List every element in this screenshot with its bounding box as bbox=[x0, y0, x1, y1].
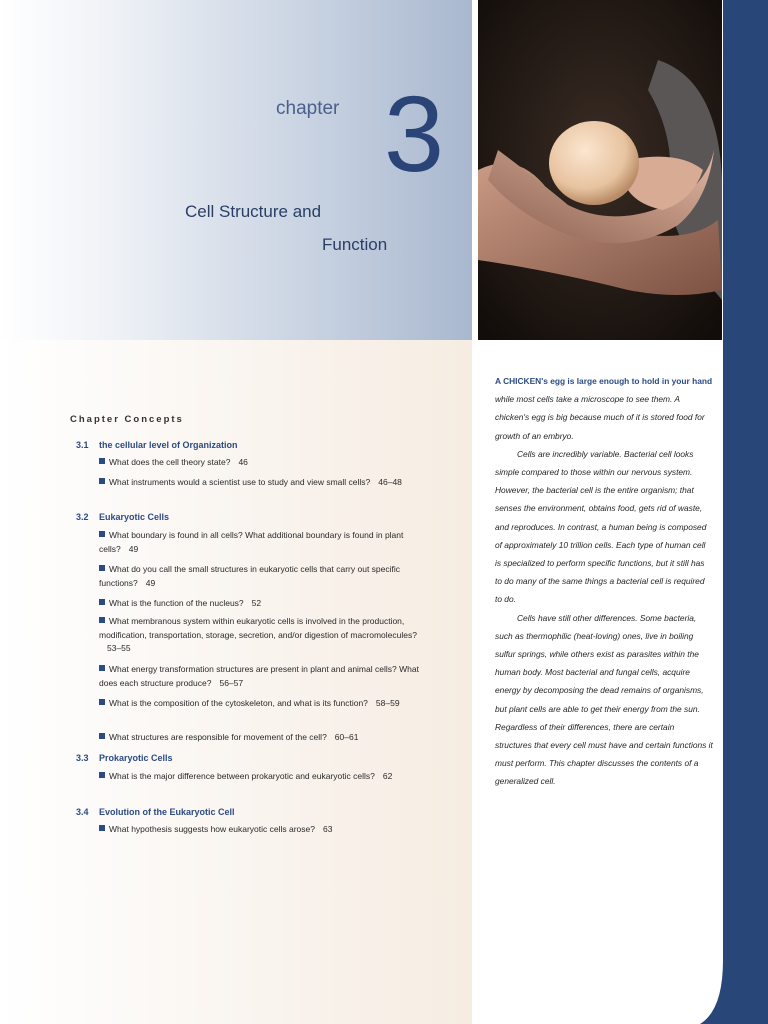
hands-holding-egg-photo bbox=[478, 0, 722, 340]
concept-question: What is the composition of the cytoskeleton, and what is its function? 58–59 bbox=[99, 697, 419, 711]
page-ref: 49 bbox=[128, 543, 139, 554]
section-title: the cellular level of Organization bbox=[99, 440, 238, 450]
page-ref: 46 bbox=[238, 457, 248, 467]
bullet-square-icon bbox=[99, 772, 105, 778]
section-3-2[interactable] bbox=[76, 512, 169, 522]
page-ref: 63 bbox=[323, 824, 333, 834]
page-ref: 62 bbox=[382, 771, 393, 781]
concept-question: What structures are responsible for movement of the cell? 60–61 bbox=[99, 731, 419, 745]
section-3-1[interactable] bbox=[76, 440, 238, 450]
sidebar-lead: A CHICKEN's egg is large enough to hold in your hand bbox=[495, 376, 713, 386]
right-blue-stripe bbox=[723, 0, 768, 1024]
bullet-square-icon bbox=[99, 699, 105, 705]
concept-question: What do you call the small structures in eukaryotic cells that carry out specific functions? 49 bbox=[99, 564, 401, 588]
bullet-square-icon bbox=[99, 599, 105, 605]
section-number: 3.1 bbox=[76, 440, 89, 450]
section-number: 3.4 bbox=[76, 807, 89, 817]
page-ref: 52 bbox=[251, 598, 262, 608]
page-corner-curve bbox=[700, 900, 768, 1024]
bullet-square-icon bbox=[99, 733, 105, 739]
page-ref: 53–55 bbox=[107, 643, 131, 653]
section-number: 3.3 bbox=[76, 753, 89, 763]
page-ref: 58–59 bbox=[375, 698, 400, 708]
concept-question: What boundary is found in all cells? What additional boundary is found in plant cells? 49 bbox=[99, 530, 404, 554]
concept-question: What energy transformation structures are present in plant and animal cells? What does each structure produce? 56–57 bbox=[99, 664, 419, 688]
concept-question: What is the function of the nucleus? 52 bbox=[99, 597, 419, 611]
page-ref: 60–61 bbox=[334, 732, 359, 742]
bullet-square-icon bbox=[99, 665, 105, 671]
sidebar-para3: Cells have still other differences. Some bacteria, such as thermophilic (heat-loving) ones, live in boiling sulfur springs, while others exist as parasites within the human body. Most bacterial and fungal cells, acquire energy by decomposing the dead remains of organisms, but plant cells are able to get their energy from the sun. Regardless of their differences, there are certain structures that every cell must have and certain functions it must perform. This chapter discusses the contents of a generalized cell. bbox=[495, 612, 713, 787]
section-title: Evolution of the Eukaryotic Cell bbox=[99, 807, 235, 817]
bullet-square-icon bbox=[99, 565, 105, 571]
page-ref: 46–48 bbox=[378, 477, 402, 487]
bullet-square-icon bbox=[99, 458, 105, 464]
bullet-square-icon bbox=[99, 825, 105, 831]
chapter-number: 3 bbox=[384, 73, 445, 194]
chapter-title-line2: Function bbox=[322, 235, 388, 254]
concept-question: What is the major difference between prokaryotic and eukaryotic cells? 62 bbox=[99, 770, 419, 784]
section-title: Prokaryotic Cells bbox=[99, 753, 173, 763]
sidebar-para1: while most cells take a microscope to see them. A chicken's egg is big because much of it is stored food for growth of an embryo. bbox=[495, 394, 705, 441]
bullet-square-icon bbox=[99, 478, 105, 484]
concept-question: What membranous system within eukaryotic cells is involved in the production, modification, transportation, storage, secretion, and/or digestion of macromolecules?53–55 bbox=[99, 616, 417, 653]
bullet-square-icon bbox=[99, 531, 105, 537]
egg-sidebar-text bbox=[495, 372, 713, 791]
chapter-concepts-heading: Chapter Concepts bbox=[70, 414, 184, 425]
section-title: Eukaryotic Cells bbox=[99, 512, 170, 522]
concept-question: What does the cell theory state? 46 bbox=[99, 456, 419, 470]
page-ref: 56–57 bbox=[219, 677, 244, 688]
concept-question: What instruments would a scientist use to study and view small cells? 46–48 bbox=[99, 476, 419, 490]
chapter-title-line1: Cell Structure and bbox=[185, 202, 322, 221]
section-number: 3.2 bbox=[76, 512, 89, 522]
section-3-4[interactable] bbox=[76, 807, 235, 817]
concept-question: What hypothesis suggests how eukaryotic cells arose? 63 bbox=[99, 823, 419, 837]
chapter-label: chapter bbox=[276, 98, 340, 119]
bullet-square-icon bbox=[99, 617, 105, 623]
page-ref: 49 bbox=[145, 577, 156, 588]
section-3-3[interactable] bbox=[76, 753, 173, 763]
sidebar-para2: Cells are incredibly variable. Bacterial cell looks simple compared to those within our nervous system. However, the bacterial cell is the entire organism; that senses the environment, obtains food, gets rid of waste, and reproduces. In contrast, a human being is composed of approximately 10 trillion cells. Each type of human cell is specialized to perform specific functions, but it still has to do many of the same things a bacterial cell is required to do. bbox=[495, 448, 707, 605]
